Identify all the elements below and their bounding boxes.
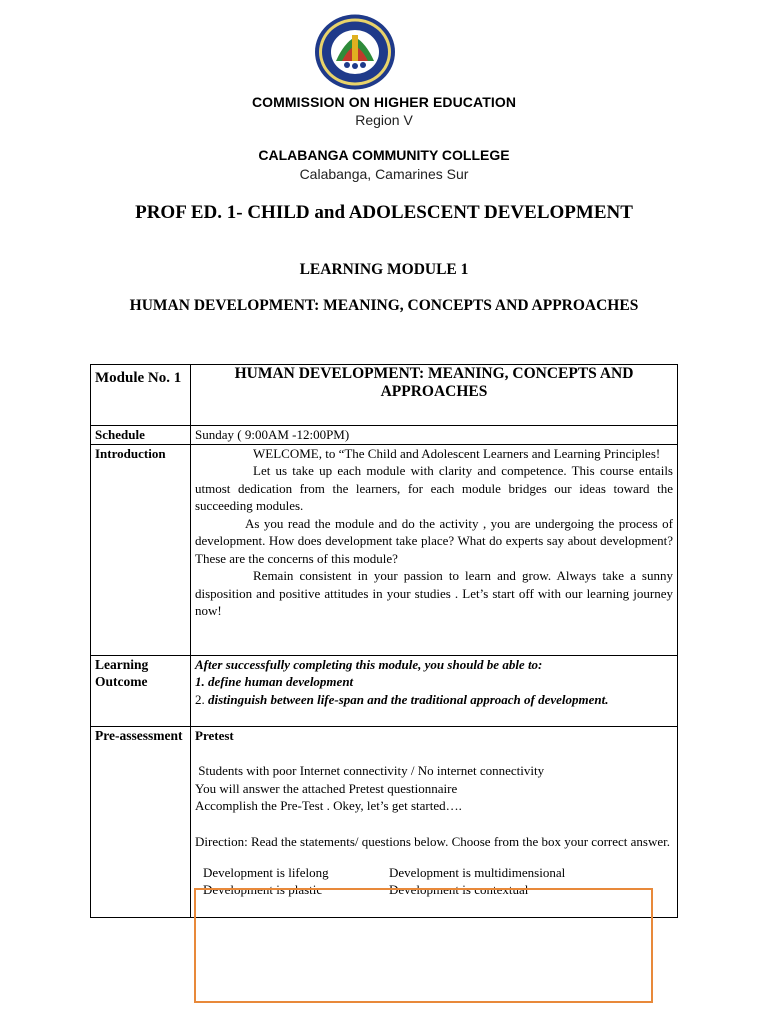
module-table-title: HUMAN DEVELOPMENT: MEANING, CONCEPTS AND APPROACHES <box>191 365 678 426</box>
intro-paragraph: Let us take up each module with clarity and competence. This course entails utmost dedication from the learners, for each module bridges our ideas toward the succeeding modules. <box>195 463 673 513</box>
table-row <box>91 365 678 426</box>
outcome-item <box>195 691 673 709</box>
choice-item: Development is plastic <box>203 882 323 897</box>
introduction-content <box>191 444 678 655</box>
course-title: PROF ED. 1- CHILD and ADOLESCENT DEVELOPMENT <box>135 202 633 223</box>
college-seal-logo <box>314 13 396 91</box>
table-row <box>91 444 678 655</box>
module-table <box>90 364 678 918</box>
outcome-item: 1. define human development <box>195 674 354 689</box>
introduction-label: Introduction <box>91 444 191 655</box>
table-row <box>91 426 678 445</box>
intro-paragraph: Remain consistent in your passion to learn and grow. Always take a sunny disposition and positive attitudes in your studies . Let’s start off with our learning journey now! <box>195 568 673 618</box>
learning-outcome-content <box>191 655 678 726</box>
learning-outcome-label: Learning Outcome <box>91 655 191 726</box>
module-label: LEARNING MODULE 1 <box>299 261 469 278</box>
pretest-line: Accomplish the Pre-Test . Okey, let’s get started…. <box>195 798 462 813</box>
college-location: Calabanga, Camarines Sur <box>299 166 469 182</box>
commission-heading: COMMISSION ON HIGHER EDUCATION <box>251 94 517 110</box>
choice-item: Development is lifelong <box>203 865 329 880</box>
module-number-label: Module No. 1 <box>91 365 191 426</box>
intro-paragraph: As you read the module and do the activity , you are undergoing the process of development. How does development take place? What do experts say about development? These are the concerns of this module? <box>195 515 673 566</box>
outcome-item-number: 2. <box>195 691 208 707</box>
outcome-item-text: distinguish between life-span and the traditional approach of development. <box>208 691 609 707</box>
choice-item: Development is multidimensional <box>389 865 566 880</box>
direction-text: Direction: Read the statements/ questions below. Choose from the box your correct answer. <box>195 833 670 849</box>
pretest-heading: Pretest <box>195 727 234 743</box>
intro-paragraph: WELCOME, to “The Child and Adolescent Learners and Learning Principles! <box>253 445 661 461</box>
pretest-line: Students with poor Internet connectivity / No internet connectivity <box>195 763 545 778</box>
college-heading: CALABANGA COMMUNITY COLLEGE <box>258 147 510 163</box>
pretest-line: You will answer the attached Pretest questionnaire <box>195 780 458 796</box>
pre-assessment-label: Pre-assessment <box>91 726 191 917</box>
choice-item: Development is contextual <box>389 882 529 897</box>
annotation-box <box>194 888 653 1003</box>
schedule-value: Sunday ( 9:00AM -12:00PM) <box>191 426 678 445</box>
table-row <box>91 655 678 726</box>
module-title: HUMAN DEVELOPMENT: MEANING, CONCEPTS AND APPROACHES <box>129 297 639 314</box>
outcome-intro: After successfully completing this module, you should be able to: <box>195 656 543 672</box>
schedule-label: Schedule <box>91 426 191 445</box>
region-text: Region V <box>355 112 413 128</box>
